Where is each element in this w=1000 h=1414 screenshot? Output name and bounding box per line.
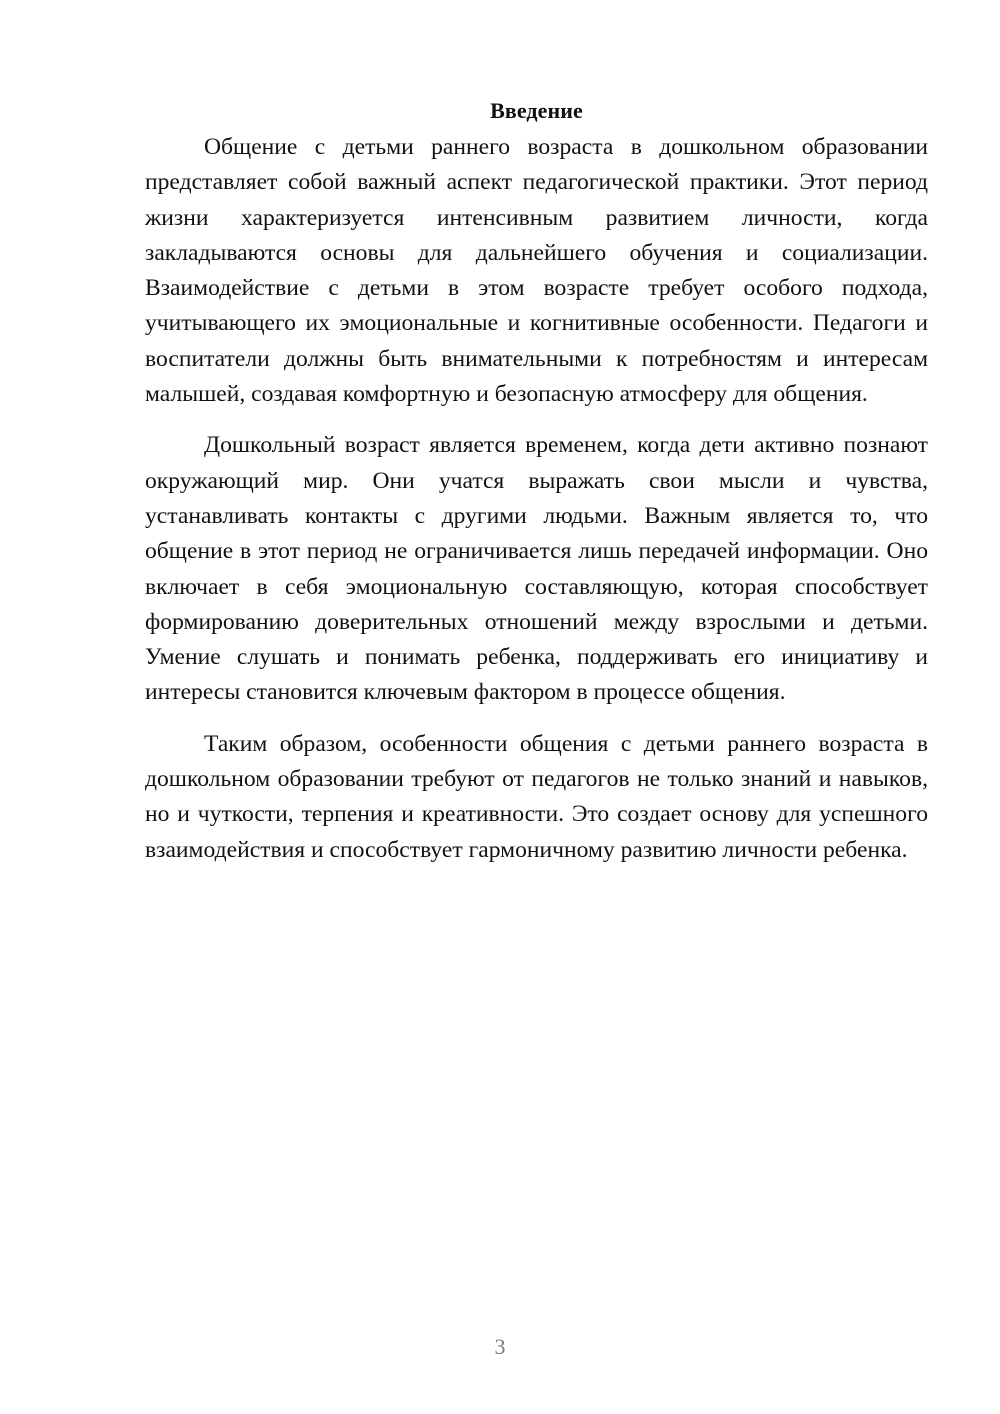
page-number: 3 xyxy=(494,1334,506,1359)
paragraph-3: Таким образом, особенности общения с детьми раннего возраста в дошкольном образовании требуют от педагогов не только знаний и навыков, но и чуткости, терпения и креативности. Это создает основу для успешного взаимодействия и способствует гармоничному развитию личности ребенка. xyxy=(145,730,928,863)
document-body xyxy=(145,92,928,868)
paragraph-1: Общение с детьми раннего возраста в дошкольном образовании представляет собой важный аспект педагогической практики. Этот период жизни характеризуется интенсивным развитием личности, когда закладываются основы для дальнейшего обучения и социализации. Взаимодействие с детьми в этом возрасте требует особого подхода, учитывающего их эмоциональные и когнитивные особенности. Педагоги и воспитатели должны быть внимательными к потребностям и интересам малышей, создавая комфортную и безопасную атмосферу для общения. xyxy=(145,134,928,408)
paragraph-2: Дошкольный возраст является временем, когда дети активно познают окружающий мир. Они учатся выражать свои мысли и чувства, устанавливать контакты с другими людьми. Важным является то, что общение в этот период не ограничивается лишь передачей информации. Оно включает в себя эмоциональную составляющую, которая способствует формированию доверительных отношений между взрослыми и детьми. Умение слушать и понимать ребенка, поддерживать его инициативу и интересы становится ключевым фактором в процессе общения. xyxy=(145,432,928,706)
section-heading: Введение xyxy=(490,98,583,123)
